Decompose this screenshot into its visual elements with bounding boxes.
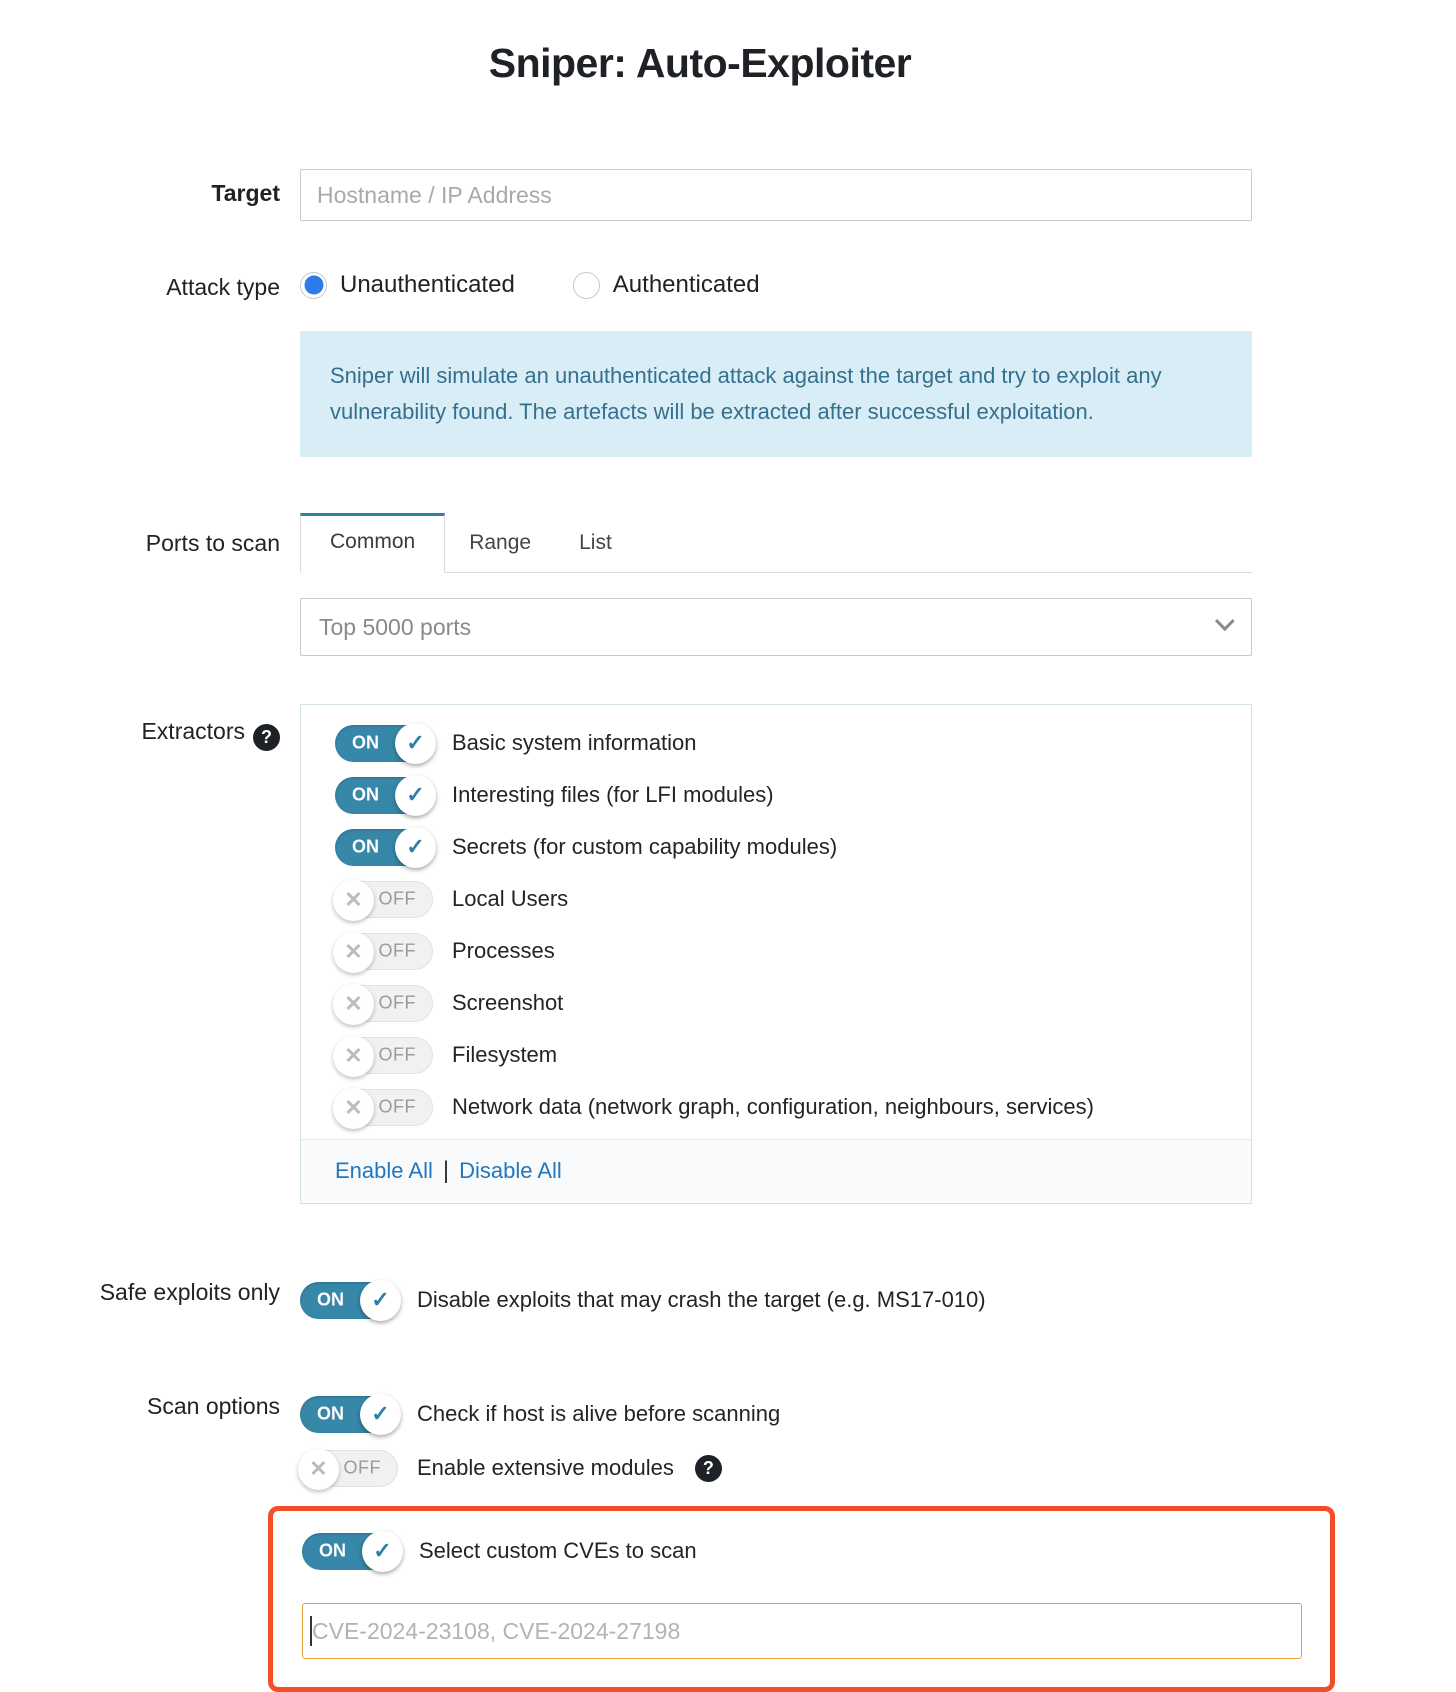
extractor-row: [301, 821, 1251, 873]
extractor-label: Filesystem: [452, 1042, 558, 1067]
extractor-label: Screenshot: [452, 990, 564, 1015]
text-caret: [310, 1616, 312, 1646]
toggle-state-label: OFF: [378, 1096, 416, 1117]
scan-option-extensive-modules-label: Enable extensive modules: [417, 1455, 674, 1480]
check-icon: ✓: [395, 723, 436, 764]
x-icon: ✕: [333, 1088, 374, 1129]
check-icon: ✓: [395, 775, 436, 816]
extensive-modules-help-icon[interactable]: ?: [695, 1455, 722, 1482]
chevron-down-icon: [1215, 611, 1235, 631]
toggle-on[interactable]: [300, 1396, 398, 1433]
extractors-row: [0, 704, 1400, 1204]
toggle-state-label: ON: [319, 1540, 346, 1561]
extractor-label: Secrets (for custom capability modules): [452, 834, 838, 859]
extractors-panel-footer: [301, 1139, 1251, 1203]
attack-type-radio-group: [300, 271, 1400, 299]
extractor-row: [301, 769, 1251, 821]
extractor-row: [301, 977, 1251, 1029]
ports-tabs: [300, 513, 1252, 573]
radio-selected-icon[interactable]: [300, 272, 327, 299]
toggle-state-label: ON: [317, 1289, 344, 1310]
toggle-on[interactable]: [302, 1533, 400, 1570]
scan-options-row: [0, 1388, 1400, 1692]
toggle-state-label: OFF: [378, 992, 416, 1013]
ports-row: [0, 513, 1400, 656]
tab-common[interactable]: Common: [300, 513, 445, 573]
extractor-label: Local Users: [452, 886, 569, 911]
extractors-list: [301, 705, 1251, 1139]
radio-label-authenticated: Authenticated: [612, 271, 760, 298]
toggle-on[interactable]: [335, 777, 433, 814]
x-icon: ✕: [333, 932, 374, 973]
safe-exploits-label: Safe exploits only: [99, 1279, 280, 1305]
scan-option-custom-cves-label: Select custom CVEs to scan: [419, 1538, 697, 1563]
attack-type-row: [0, 271, 1400, 457]
scan-option-host-alive: [300, 1388, 1400, 1440]
radio-option-unauthenticated[interactable]: [300, 271, 515, 299]
radio-unselected-icon[interactable]: [573, 272, 600, 299]
ports-select-value: Top 5000 ports: [319, 613, 472, 640]
toggle-off[interactable]: [335, 881, 433, 918]
extractor-label: Basic system information: [452, 730, 697, 755]
check-icon: ✓: [360, 1394, 401, 1435]
custom-cves-highlight-box: [268, 1506, 1335, 1692]
extractors-label: Extractors: [141, 718, 245, 744]
target-row: [0, 169, 1400, 221]
toggle-state-label: OFF: [378, 888, 416, 909]
extractors-panel: [300, 704, 1252, 1204]
page-title: Sniper: Auto-Exploiter: [488, 40, 912, 86]
x-icon: ✕: [333, 880, 374, 921]
extractor-label: Interesting files (for LFI modules): [452, 782, 774, 807]
toggle-off[interactable]: [300, 1450, 398, 1487]
attack-type-label: Attack type: [166, 274, 280, 300]
scan-option-extensive-modules: [300, 1442, 1400, 1494]
check-icon: ✓: [362, 1531, 403, 1572]
scan-option-custom-cves: [302, 1525, 1302, 1577]
toggle-off[interactable]: [335, 933, 433, 970]
toggle-on[interactable]: [335, 829, 433, 866]
sniper-form: [0, 169, 1400, 1692]
enable-all-link[interactable]: Enable All: [335, 1158, 433, 1183]
safe-exploits-description: Disable exploits that may crash the target (e.g. MS17-010): [417, 1287, 986, 1312]
cve-input-wrap: [302, 1603, 1302, 1659]
scan-options-label: Scan options: [147, 1393, 280, 1419]
ports-label: Ports to scan: [145, 530, 280, 556]
safe-exploits-option: [300, 1274, 1400, 1326]
tab-range[interactable]: Range: [469, 531, 532, 554]
extractors-help-icon[interactable]: ?: [253, 724, 280, 751]
target-input[interactable]: [300, 169, 1252, 221]
toggle-state-label: OFF: [378, 940, 416, 961]
x-icon: ✕: [333, 984, 374, 1025]
toggle-state-label: ON: [352, 836, 379, 857]
toggle-state-label: ON: [317, 1403, 344, 1424]
cve-input[interactable]: [302, 1603, 1302, 1659]
extractor-label: Processes: [452, 938, 555, 963]
toggle-state-label: ON: [352, 784, 379, 805]
extractor-label: Network data (network graph, configuration, neighbours, services): [452, 1094, 1094, 1119]
extractor-row: [301, 1029, 1251, 1081]
target-label: Target: [211, 180, 280, 206]
x-icon: ✕: [333, 1036, 374, 1077]
radio-option-authenticated[interactable]: [573, 271, 760, 299]
x-icon: ✕: [298, 1449, 339, 1490]
check-icon: ✓: [360, 1280, 401, 1321]
toggle-off[interactable]: [335, 1089, 433, 1126]
extractor-row: [301, 925, 1251, 977]
link-separator: |: [442, 1157, 450, 1184]
extractor-row: [301, 873, 1251, 925]
ports-select[interactable]: [300, 598, 1252, 656]
toggle-state-label: ON: [352, 732, 379, 753]
toggle-state-label: OFF: [343, 1457, 381, 1478]
extractor-row: [301, 1081, 1251, 1133]
toggle-off[interactable]: [335, 1037, 433, 1074]
toggle-state-label: OFF: [378, 1044, 416, 1065]
extractors-label-wrap: [0, 704, 300, 751]
toggle-on[interactable]: [300, 1282, 398, 1319]
check-icon: ✓: [395, 827, 436, 868]
extractor-row: [301, 717, 1251, 769]
safe-exploits-row: [0, 1274, 1400, 1326]
disable-all-link[interactable]: Disable All: [459, 1158, 562, 1183]
toggle-off[interactable]: [335, 985, 433, 1022]
radio-label-unauthenticated: Unauthenticated: [340, 271, 515, 298]
tab-list[interactable]: List: [579, 531, 612, 554]
scan-option-host-alive-label: Check if host is alive before scanning: [417, 1401, 781, 1426]
attack-info-box: Sniper will simulate an unauthenticated attack against the target and try to exploit any vulnerability found. The artefacts will be extracted after successful exploitation.: [300, 331, 1252, 457]
toggle-on[interactable]: [335, 725, 433, 762]
